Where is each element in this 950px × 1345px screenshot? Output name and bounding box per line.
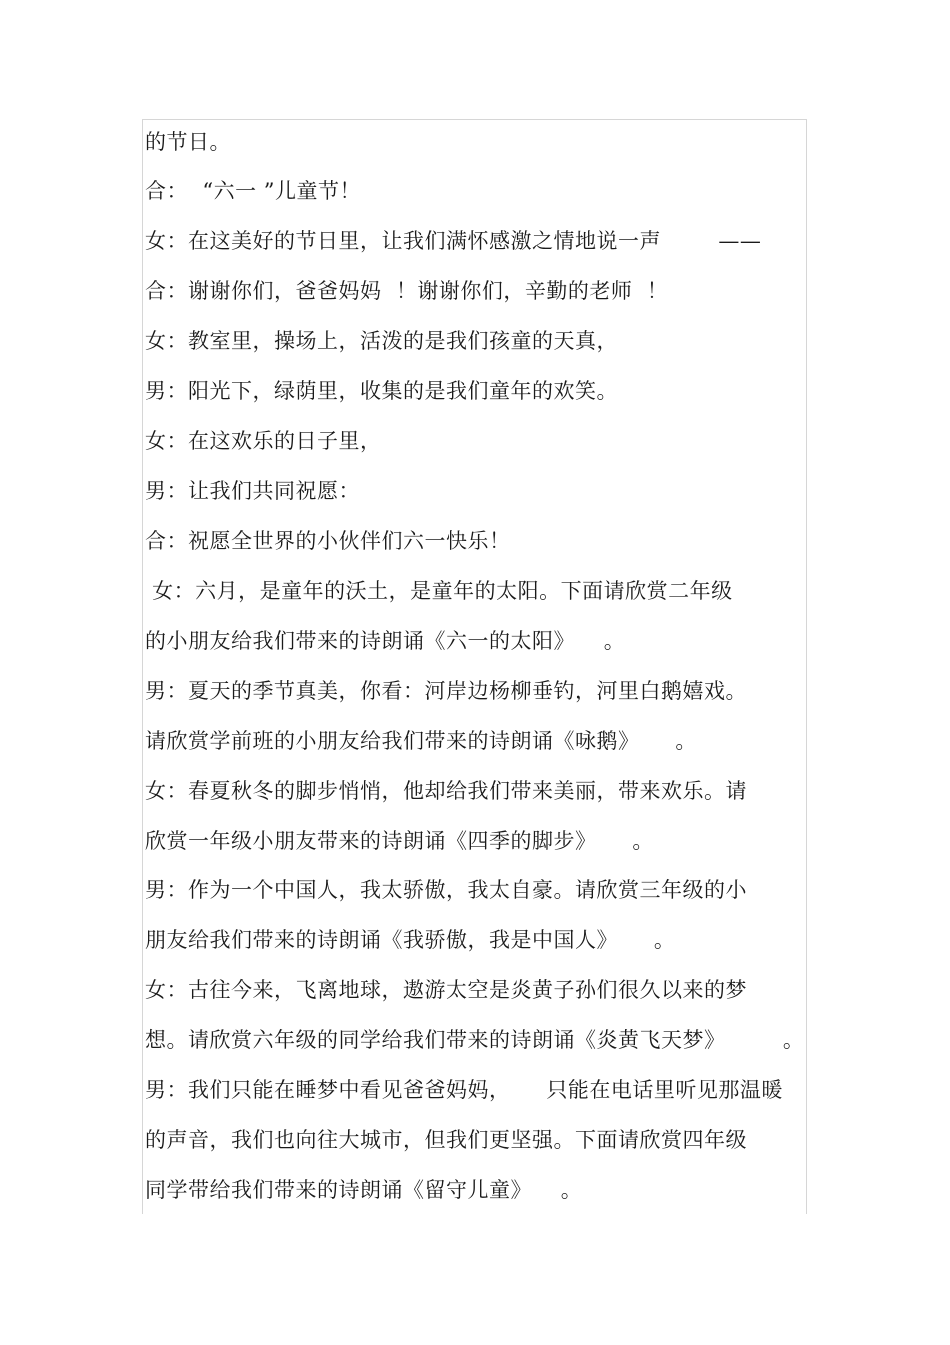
script-line: 男：作为一个中国人，我太骄傲，我太自豪。请欣赏三年级的小 bbox=[145, 878, 747, 902]
script-line: 朋友给我们带来的诗朗诵《我骄傲，我是中国人》 。 bbox=[145, 928, 676, 952]
script-line: 合：祝愿全世界的小伙伴们六一快乐！ bbox=[145, 529, 511, 553]
script-line: 同学带给我们带来的诗朗诵《留守儿童》 。 bbox=[145, 1178, 583, 1202]
script-line: 女：在这欢乐的日子里， bbox=[145, 429, 382, 453]
script-line: 欣赏一年级小朋友带来的诗朗诵《四季的脚步》 。 bbox=[145, 829, 654, 853]
script-line: 女：教室里，操场上，活泼的是我们孩童的天真， bbox=[145, 329, 618, 353]
script-line: 女：古往今来，飞离地球，遨游太空是炎黄子孙们很久以来的梦 bbox=[145, 978, 747, 1002]
script-line: 男：让我们共同祝愿： bbox=[145, 479, 360, 503]
script-line: 的节日。 bbox=[145, 130, 231, 154]
script-line: 男：我们只能在睡梦中看见爸爸妈妈， 只能在电话里听见那温暖 bbox=[145, 1078, 783, 1102]
script-line: 女：在这美好的节日里，让我们满怀感激之情地说一声 —— bbox=[145, 229, 762, 253]
script-line: 想。请欣赏六年级的同学给我们带来的诗朗诵《炎黄飞天梦》 。 bbox=[145, 1028, 805, 1052]
script-line: 合： “六一 ”儿童节！ bbox=[145, 179, 361, 203]
script-line: 男：夏天的季节真美，你看：河岸边杨柳垂钓，河里白鹅嬉戏。 bbox=[145, 679, 747, 703]
script-line: 的声音，我们也向往大城市，但我们更坚强。下面请欣赏四年级 bbox=[145, 1128, 747, 1152]
script-line: 女：六月，是童年的沃土，是童年的太阳。下面请欣赏二年级 bbox=[145, 579, 733, 603]
script-line: 合：谢谢你们，爸爸妈妈 ！谢谢你们，辛勤的老师 ！ bbox=[145, 279, 669, 303]
script-line: 的小朋友给我们带来的诗朗诵《六一的太阳》 。 bbox=[145, 629, 626, 653]
script-line: 请欣赏学前班的小朋友给我们带来的诗朗诵《咏鹅》 。 bbox=[145, 729, 697, 753]
script-line: 女：春夏秋冬的脚步悄悄，他却给我们带来美丽，带来欢乐。请 bbox=[145, 779, 747, 803]
script-line: 男：阳光下，绿荫里，收集的是我们童年的欢笑。 bbox=[145, 379, 618, 403]
